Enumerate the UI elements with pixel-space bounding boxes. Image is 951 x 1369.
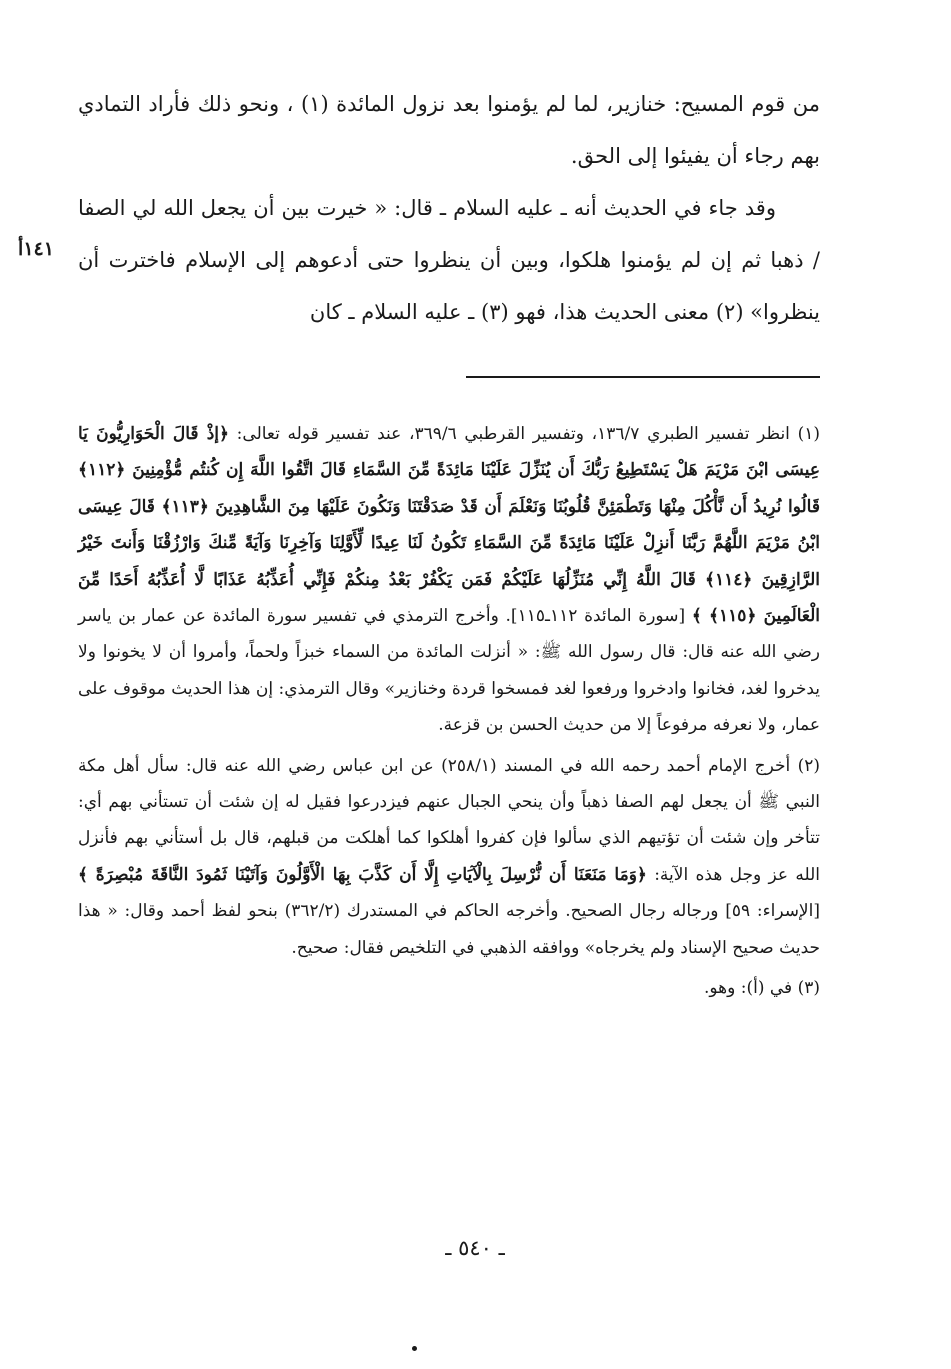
footnote-3-text: في (أ): وهو.: [703, 978, 793, 999]
main-paragraph-2: وقد جاء في الحديث أنه ـ عليه السلام ـ قال: « خيرت بين أن يجعل الله لي الصفا / ذهبا ثم إن لم يؤمنوا هلكوا، وبين أن ينظروا حتى أدعوهم إلى الإسلام فاخترت أن ينظروا» (٢) معنى الحديث هذا، فهو (٣) ـ عليه السلام ـ كان: [78, 196, 820, 324]
scan-dot: [412, 1346, 417, 1351]
footnote-2-number: (٢): [797, 755, 820, 776]
footnote-1-quran-verse: ﴿إذْ قَالَ الْحَوَارِيُّونَ يَا عِيسَى ابْنَ مَرْيَمَ هَلْ يَسْتَطِيعُ رَبُّكَ أَن يُنَزِّلَ عَلَيْنَا مَائِدَةً مِّنَ السَّمَاءِ قَالَ اتَّقُوا اللَّهَ إِن كُنتُم مُّؤْمِنِينَ ﴿١١٢﴾ قَالُوا نُرِيدُ أَن نَّأْكُلَ مِنْهَا وَتَطْمَئِنَّ قُلُوبُنَا وَنَعْلَمَ أَن قَدْ صَدَقْتَنَا وَنَكُونَ عَلَيْهَا مِنَ الشَّاهِدِينَ ﴿١١٣﴾ قَالَ عِيسَى ابْنُ مَرْيَمَ اللَّهُمَّ رَبَّنَا أَنزِلْ عَلَيْنَا مَائِدَةً مِّنَ السَّمَاءِ تَكُونُ لَنَا عِيدًا لِّأَوَّلِنَا وَآخِرِنَا وَآيَةً مِّنكَ وَارْزُقْنَا وَأَنتَ خَيْرُ الرَّازِقِينَ ﴿١١٤﴾ قَالَ اللَّهُ إِنِّي مُنَزِّلُهَا عَلَيْكُمْ فَمَن يَكْفُرْ بَعْدُ مِنكُمْ فَإِنِّي أُعَذِّبُهُ عَذَابًا لَّا أُعَذِّبُهُ أَحَدًا مِّنَ الْعَالَمِينَ ﴿١١٥﴾ ﴾: [78, 424, 821, 627]
main-text: [78, 78, 820, 338]
footnote-2-rest: [الإسراء: ٥٩] ورجاله رجال الصحيح. وأخرجه الحاكم في المستدرك (٣٦٢/٢) بنحو لفظ أحمد وقال: « هذا حديث صحيح الإسناد ولم يخرجاه» ووافقه الذهبي في التلخيص فقال: صحيح.: [78, 901, 820, 958]
footnote-3: [78, 970, 820, 1006]
footnote-2-quran-verse: ﴿وَمَا مَنَعَنَا أَن نُّرْسِلَ بِالْآيَاتِ إِلَّا أَن كَذَّبَ بِهَا الْأَوَّلُونَ وَآتَيْنَا ثَمُودَ النَّاقَةَ مُبْصِرَةً ﴾: [78, 864, 647, 885]
page-number: ـ ٥٤٠ ـ: [445, 1236, 505, 1260]
footnote-1-intro: انظر تفسير الطبري ١٣٦/٧، وتفسير القرطبي ٣٦٩/٦، عند تفسير قوله تعالى:: [236, 424, 790, 444]
footnote-1-number: (١): [797, 424, 821, 444]
footnotes: [78, 416, 820, 1011]
footnote-1: [78, 416, 820, 744]
main-paragraph-1: من قوم المسيح: خنازير، لما لم يؤمنوا بعد نزول المائدة (١) ، ونحو ذلك فأراد التمادي بهم رجاء أن يفيئوا إلى الحق.: [78, 92, 820, 168]
footnote-2-intro: أخرج الإمام أحمد رحمه الله في المسند (٢٥٨/١) عن ابن عباس رضي الله عنه قال: سأل أهل مكة النبي ﷺ أن يجعل لهم الصفا ذهباً وأن ينحي الجبال عنهم فيزدرعوا فقيل له إن شئت أن تستأني بهم أي: تتأخر وإن شئت أن تؤتيهم الذي سألوا فإن كفروا أهلكوا كما أهلكت من قبلهم، قال بل أستأني بهم فأنزل الله عز وجل هذه الآية:: [78, 755, 820, 885]
footnote-separator: [466, 376, 820, 378]
footnote-3-number: (٣): [797, 978, 820, 999]
manuscript-folio-marker: ١٤١أ: [18, 238, 54, 260]
footnote-1-rest: [سورة المائدة ١١٢ـ١١٥]. وأخرج الترمذي في تفسير سورة المائدة عن عمار بن ياسر رضي الله عنه قال: قال رسول الله ﷺ: « أنزلت المائدة من السماء خبزاً ولحماً، وأمروا أن لا يخونوا ولا يدخروا لغد، فخانوا وادخروا ورفعوا لغد فمسخوا قردة وخنازير» وقال الترمذي: إن هذا الحديث موقوف على عمار، ولا نعرفه مرفوعاً إلا من حديث الحسن بن قزعة.: [78, 606, 820, 736]
footnote-2: [78, 748, 820, 966]
